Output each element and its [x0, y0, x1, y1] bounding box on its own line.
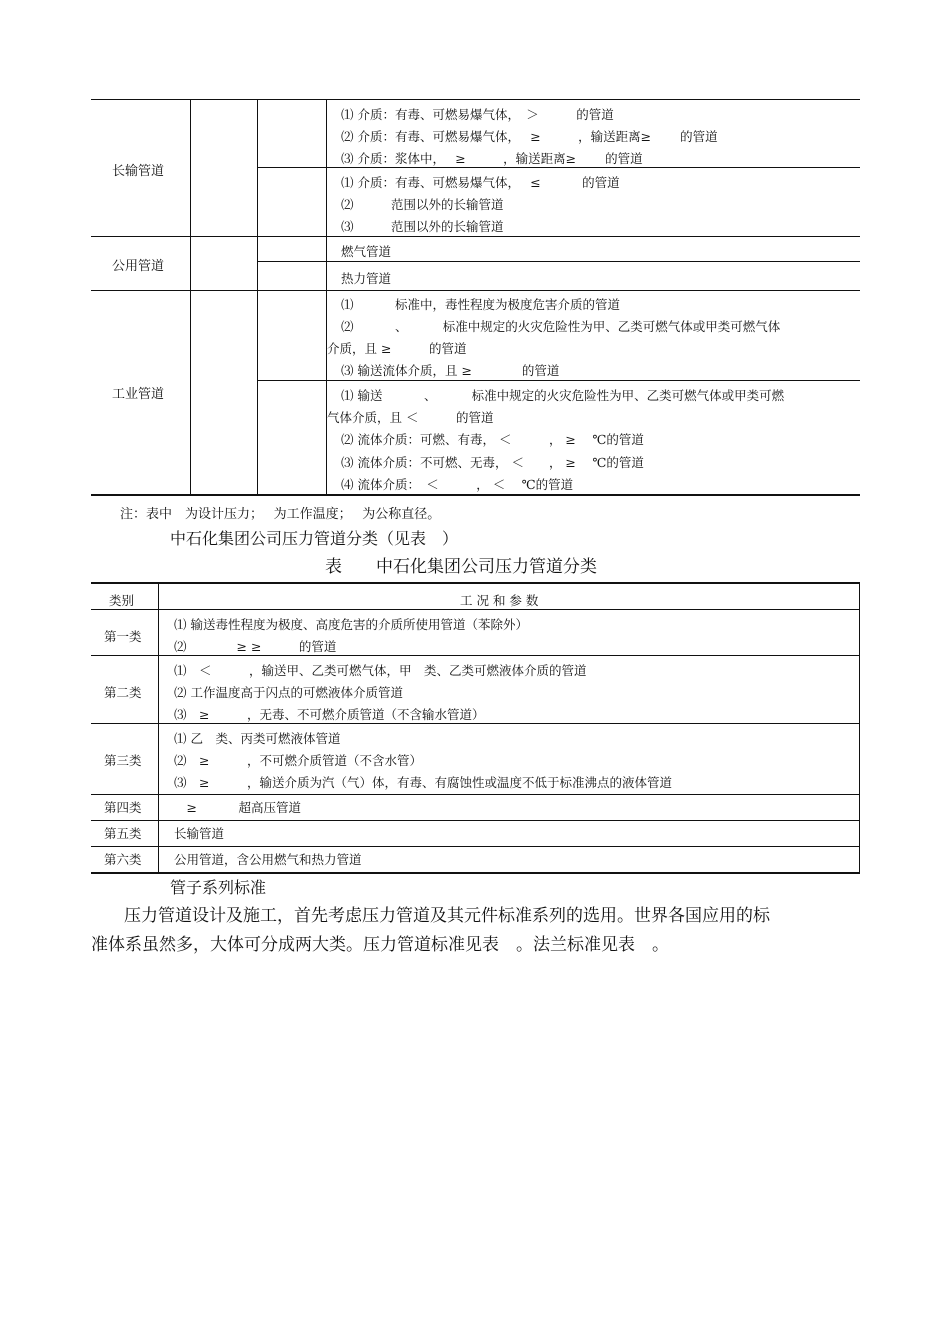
category-3-line-2: ⑵ ≥ ，不可燃介质管道（不含水管）: [174, 753, 422, 768]
section-heading-sinopec: 中石化集团公司压力管道分类（见表 ）: [170, 529, 459, 548]
category-1-label: 第一类: [104, 629, 142, 644]
category-2-line-1: ⑴ ＜ ，输送甲、乙类可燃气体，甲 类、乙类可燃液体介质的管道: [174, 663, 587, 678]
table1-vrule-1: [190, 100, 191, 494]
table2-bottom-border: [91, 872, 860, 874]
category-3-label: 第三类: [104, 753, 142, 768]
category-2-line-3: ⑶ ≥ ，无毒、不可燃介质管道（不含输水管道）: [174, 707, 485, 722]
public-row-2: 热力管道: [341, 271, 392, 286]
table2-rule-4: [91, 820, 860, 821]
table2-top-border: [91, 582, 860, 584]
group-label-industrial: 工业管道: [112, 387, 165, 402]
industrial-row-6: ⑶ 流体介质：不可燃、无毒， ＜ ， ≥ ℃的管道: [341, 455, 644, 470]
category-5-label: 第五类: [104, 826, 142, 841]
long-row-2: ⑵ 介质：有毒、可燃易爆气体， ≥ ，输送距离≥ 的管道: [341, 129, 718, 144]
category-4-label: 第四类: [104, 800, 142, 815]
category-3-line-3: ⑶ ≥ ，输送介质为汽（气）体，有毒、有腐蚀性或温度不低于标准沸点的液体管道: [174, 775, 672, 790]
industrial-row-7: ⑷ 流体介质： ＜ ， ＜ ℃的管道: [341, 477, 574, 492]
table1-public-mid-rule: [258, 261, 860, 262]
group-label-public: 公用管道: [112, 259, 165, 274]
table2-vrule: [158, 584, 159, 872]
long-row-4: ⑴ 介质：有毒、可燃易爆气体， ≤ 的管道: [341, 175, 620, 190]
industrial-row-3: ⑶ 输送流体介质，且 ≥ 的管道: [341, 363, 560, 378]
category-4-line-1: ≥ 超高压管道: [174, 800, 301, 815]
table2-header-category: 类别: [109, 593, 135, 608]
category-6-line-1: 公用管道，含公用燃气和热力管道: [174, 852, 362, 867]
long-row-5: ⑵ 范围以外的长输管道: [341, 197, 504, 212]
category-1-line-2: ⑵ ≥ ≥ 的管道: [174, 639, 337, 654]
table1-industrial-mid-rule: [258, 380, 860, 381]
category-3-line-1: ⑴ 乙 类、丙类可燃液体管道: [174, 731, 341, 746]
table2-caption: 表 中石化集团公司压力管道分类: [325, 557, 597, 577]
table2-rule-3: [91, 794, 860, 795]
table1-note: 注：表中 为设计压力； 为工作温度； 为公称直径。: [120, 507, 441, 522]
section-heading-pipe-series: 管子系列标准: [170, 878, 267, 897]
table2-rule-5: [91, 846, 860, 847]
industrial-row-4-cont: 气体介质，且 ＜ 的管道: [327, 410, 494, 425]
paragraph-line-2: 准体系虽然多，大体可分成两大类。压力管道标准见表 。法兰标准见表 。: [91, 935, 669, 955]
table1-top-border: [91, 99, 860, 100]
category-2-line-2: ⑵ 工作温度高于闪点的可燃液体介质管道: [174, 685, 403, 700]
long-row-3: ⑶ 介质：浆体中， ≥ ，输送距离≥ 的管道: [341, 151, 643, 166]
table1-rule-public-industrial: [91, 290, 860, 291]
table1-bottom-border: [91, 494, 860, 496]
table2-header-conditions: 工 况 和 参 数: [460, 593, 539, 608]
industrial-row-2: ⑵ 、 标准中规定的火灾危险性为甲、乙类可燃气体或甲类可燃气体: [341, 319, 781, 334]
category-2-label: 第二类: [104, 685, 142, 700]
industrial-row-2-cont: 介质，且 ≥ 的管道: [327, 341, 467, 356]
table2-rule-2: [91, 723, 860, 724]
table1-vrule-3: [326, 100, 327, 494]
table2-right-border: [859, 584, 860, 872]
category-6-label: 第六类: [104, 852, 142, 867]
table1-rule-long-public: [91, 236, 860, 237]
table2-header-rule: [91, 609, 860, 610]
category-1-line-1: ⑴ 输送毒性程度为极度、高度危害的介质所使用管道（苯除外）: [174, 617, 528, 632]
table2-rule-1: [91, 655, 860, 656]
long-row-6: ⑶ 范围以外的长输管道: [341, 219, 504, 234]
public-row-1: 燃气管道: [341, 244, 392, 259]
table1-vrule-2: [257, 100, 258, 494]
long-row-1: ⑴ 介质：有毒、可燃易爆气体， ＞ 的管道: [341, 107, 614, 122]
table1-long-mid-rule: [258, 167, 860, 168]
industrial-row-4: ⑴ 输送 、 标准中规定的火灾危险性为甲、乙类可燃气体或甲类可燃: [341, 388, 785, 403]
category-5-line-1: 长输管道: [174, 826, 225, 841]
industrial-row-5: ⑵ 流体介质：可燃、有毒， ＜ ， ≥ ℃的管道: [341, 432, 644, 447]
paragraph-line-1: 压力管道设计及施工，首先考虑压力管道及其元件标准系列的选用。世界各国应用的标: [124, 906, 770, 926]
industrial-row-1: ⑴ 标准中，毒性程度为极度危害介质的管道: [341, 297, 620, 312]
group-label-long: 长输管道: [112, 164, 165, 179]
